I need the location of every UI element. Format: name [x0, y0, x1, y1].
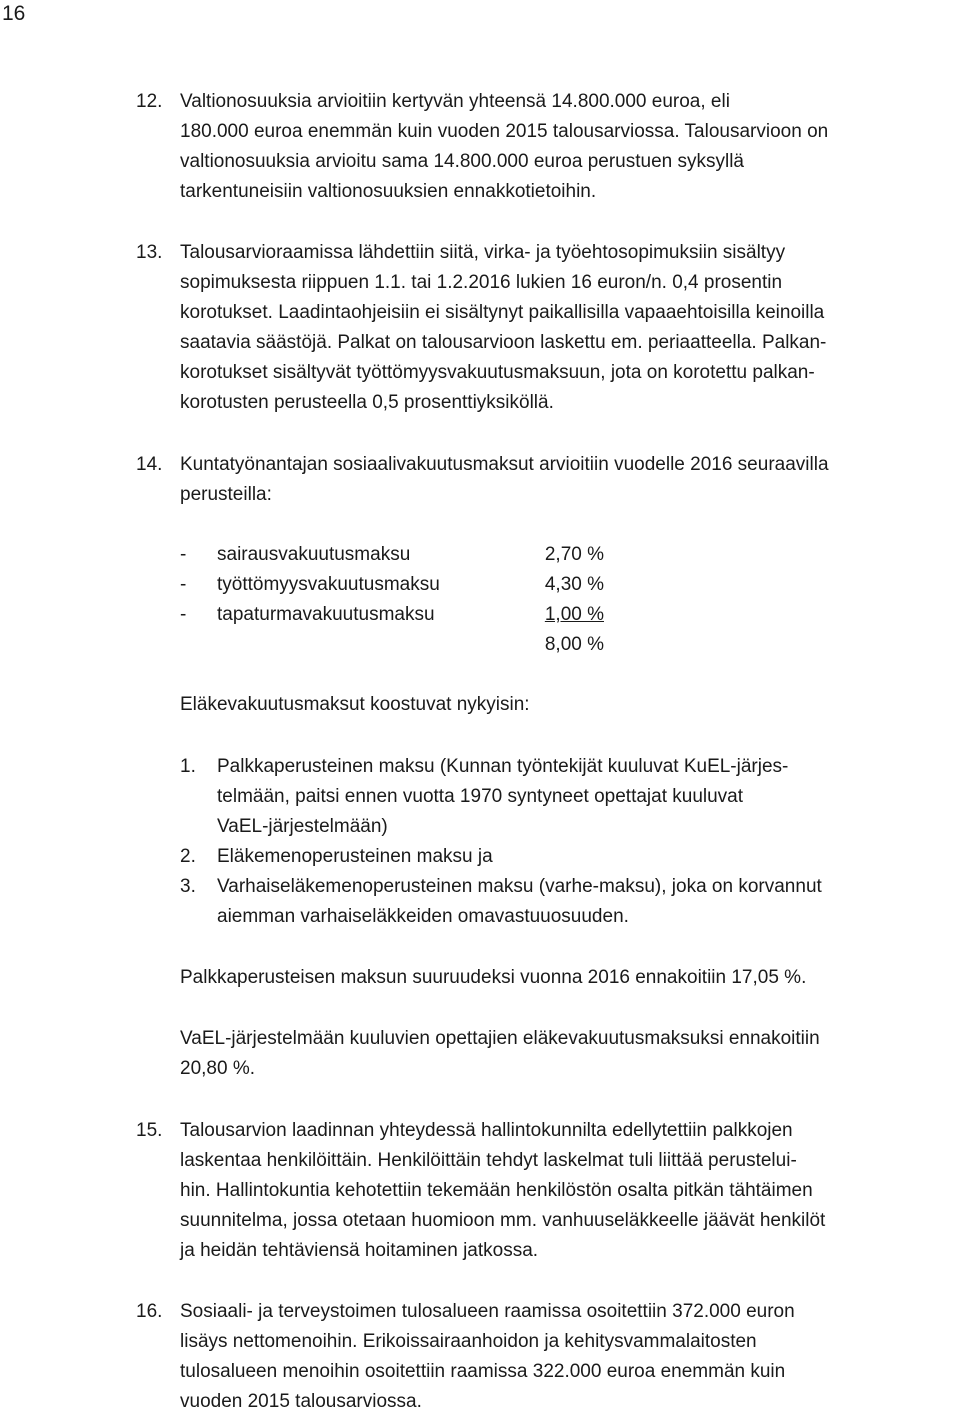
text-line: korotusten perusteella 0,5 prosenttiyksiköllä. [180, 392, 554, 413]
text-line: korotukset sisältyvät työttömyysvakuutusmaksuun, jota on korotettu palkan- [180, 362, 815, 383]
text-line: laskentaa henkilöittäin. Henkilöittäin tehdyt laskelmat tuli liittää perustelui- [180, 1150, 797, 1171]
text-line: Eläkemenoperusteinen maksu ja [217, 846, 493, 867]
rate-name: työttömyysvakuutusmaksu [217, 574, 440, 595]
item-number: 13. [136, 242, 163, 263]
text-line: telmään, paitsi ennen vuotta 1970 syntyneet opettajat kuuluvat [217, 786, 744, 807]
page-number: 16 [2, 2, 26, 25]
pension-item-text [217, 872, 952, 932]
item-text [180, 450, 955, 510]
pension-item-text [217, 842, 952, 872]
text-line: valtionosuuksia arvioitu sama 14.800.000 euroa perustuen syksyllä [180, 151, 744, 172]
item-number: 12. [136, 91, 163, 112]
item-number: 15. [136, 1120, 163, 1141]
list-dash: - [180, 574, 187, 595]
text-line: Valtionosuuksia arvioitiin kertyvän yhteensä 14.800.000 euroa, eli [180, 91, 730, 112]
item-number: 16. [136, 1301, 163, 1322]
text-line: 180.000 euroa enemmän kuin vuoden 2015 talousarviossa. Talousarvioon on [180, 121, 829, 142]
text-line: suunnitelma, jossa otetaan huomioon mm. vanhuuseläkkeelle jäävät henkilöt [180, 1210, 826, 1231]
text-line: aiemman varhaiseläkkeiden omavastuuosuuden. [217, 906, 629, 927]
text-line: perusteilla: [180, 484, 272, 505]
item-text [180, 238, 955, 418]
rate-name: sairausvakuutusmaksu [217, 544, 411, 565]
text-line: tarkentuneisiin valtionosuuksien ennakkotietoihin. [180, 181, 597, 202]
item-text [180, 1116, 955, 1266]
list-dash: - [180, 604, 187, 625]
rate-value: 2,70 % [544, 544, 604, 565]
text-line: Varhaiseläkemenoperusteinen maksu (varhe-maksu), joka on korvannut [217, 876, 822, 897]
rate-value: 1,00 % [544, 604, 604, 625]
pension-item-number: 3. [180, 876, 196, 897]
text-line: sopimuksesta riippuen 1.1. tai 1.2.2016 lukien 16 euron/n. 0,4 prosentin [180, 272, 783, 293]
text-line: hin. Hallintokuntia kehotettiin tekemään henkilöstön osalta pitkän tähtäimen [180, 1180, 813, 1201]
rate-total: 8,00 % [544, 634, 604, 655]
text-line: korotukset. Laadintaohjeisiin ei sisältynyt paikallisilla vapaaehtoisilla keinoilla [180, 302, 825, 323]
pension-intro: Eläkevakuutusmaksut koostuvat nykyisin: [180, 694, 530, 715]
text-line: vuoden 2015 talousarviossa. [180, 1391, 422, 1412]
text-line: Talousarvion laadinnan yhteydessä hallintokunnilta edellytettiin palkkojen [180, 1120, 793, 1141]
text-line: saatavia säästöjä. Palkat on talousarvioon laskettu em. periaatteella. Palkan- [180, 332, 827, 353]
list-dash: - [180, 544, 187, 565]
text-line: 20,80 %. [180, 1058, 255, 1079]
text-line: VaEL-järjestelmään kuuluvien opettajien eläkevakuutusmaksuksi ennakoitiin [180, 1028, 820, 1049]
text-line: ja heidän tehtäviensä hoitaminen jatkossa. [180, 1240, 539, 1261]
text-line: tulosalueen menoihin osoitettiin raamissa 322.000 euroa enemmän kuin [180, 1361, 786, 1382]
pension-item-number: 2. [180, 846, 196, 867]
item-text [180, 87, 955, 207]
salary-paragraph: Palkkaperusteisen maksun suuruudeksi vuonna 2016 ennakoitiin 17,05 %. [180, 967, 807, 988]
text-line: Talousarvioraamissa lähdettiin siitä, virka- ja työehtosopimuksiin sisältyy [180, 242, 786, 263]
text-line: Sosiaali- ja terveystoimen tulosalueen raamissa osoitettiin 372.000 euron [180, 1301, 795, 1322]
text-line: Kuntatyönantajan sosiaalivakuutusmaksut arvioitiin vuodelle 2016 seuraavilla [180, 454, 829, 475]
item-number: 14. [136, 454, 163, 475]
vael-paragraph [180, 1024, 955, 1084]
text-line: Palkkaperusteinen maksu (Kunnan työntekijät kuuluvat KuEL-järjes- [217, 756, 789, 777]
item-text [180, 1297, 955, 1417]
pension-item-text [217, 752, 952, 842]
text-line: VaEL-järjestelmään) [217, 816, 388, 837]
text-line: lisäys nettomenoihin. Erikoissairaanhoidon ja kehitysvammalaitosten [180, 1331, 757, 1352]
rate-name: tapaturmavakuutusmaksu [217, 604, 435, 625]
rate-value: 4,30 % [544, 574, 604, 595]
pension-item-number: 1. [180, 756, 196, 777]
